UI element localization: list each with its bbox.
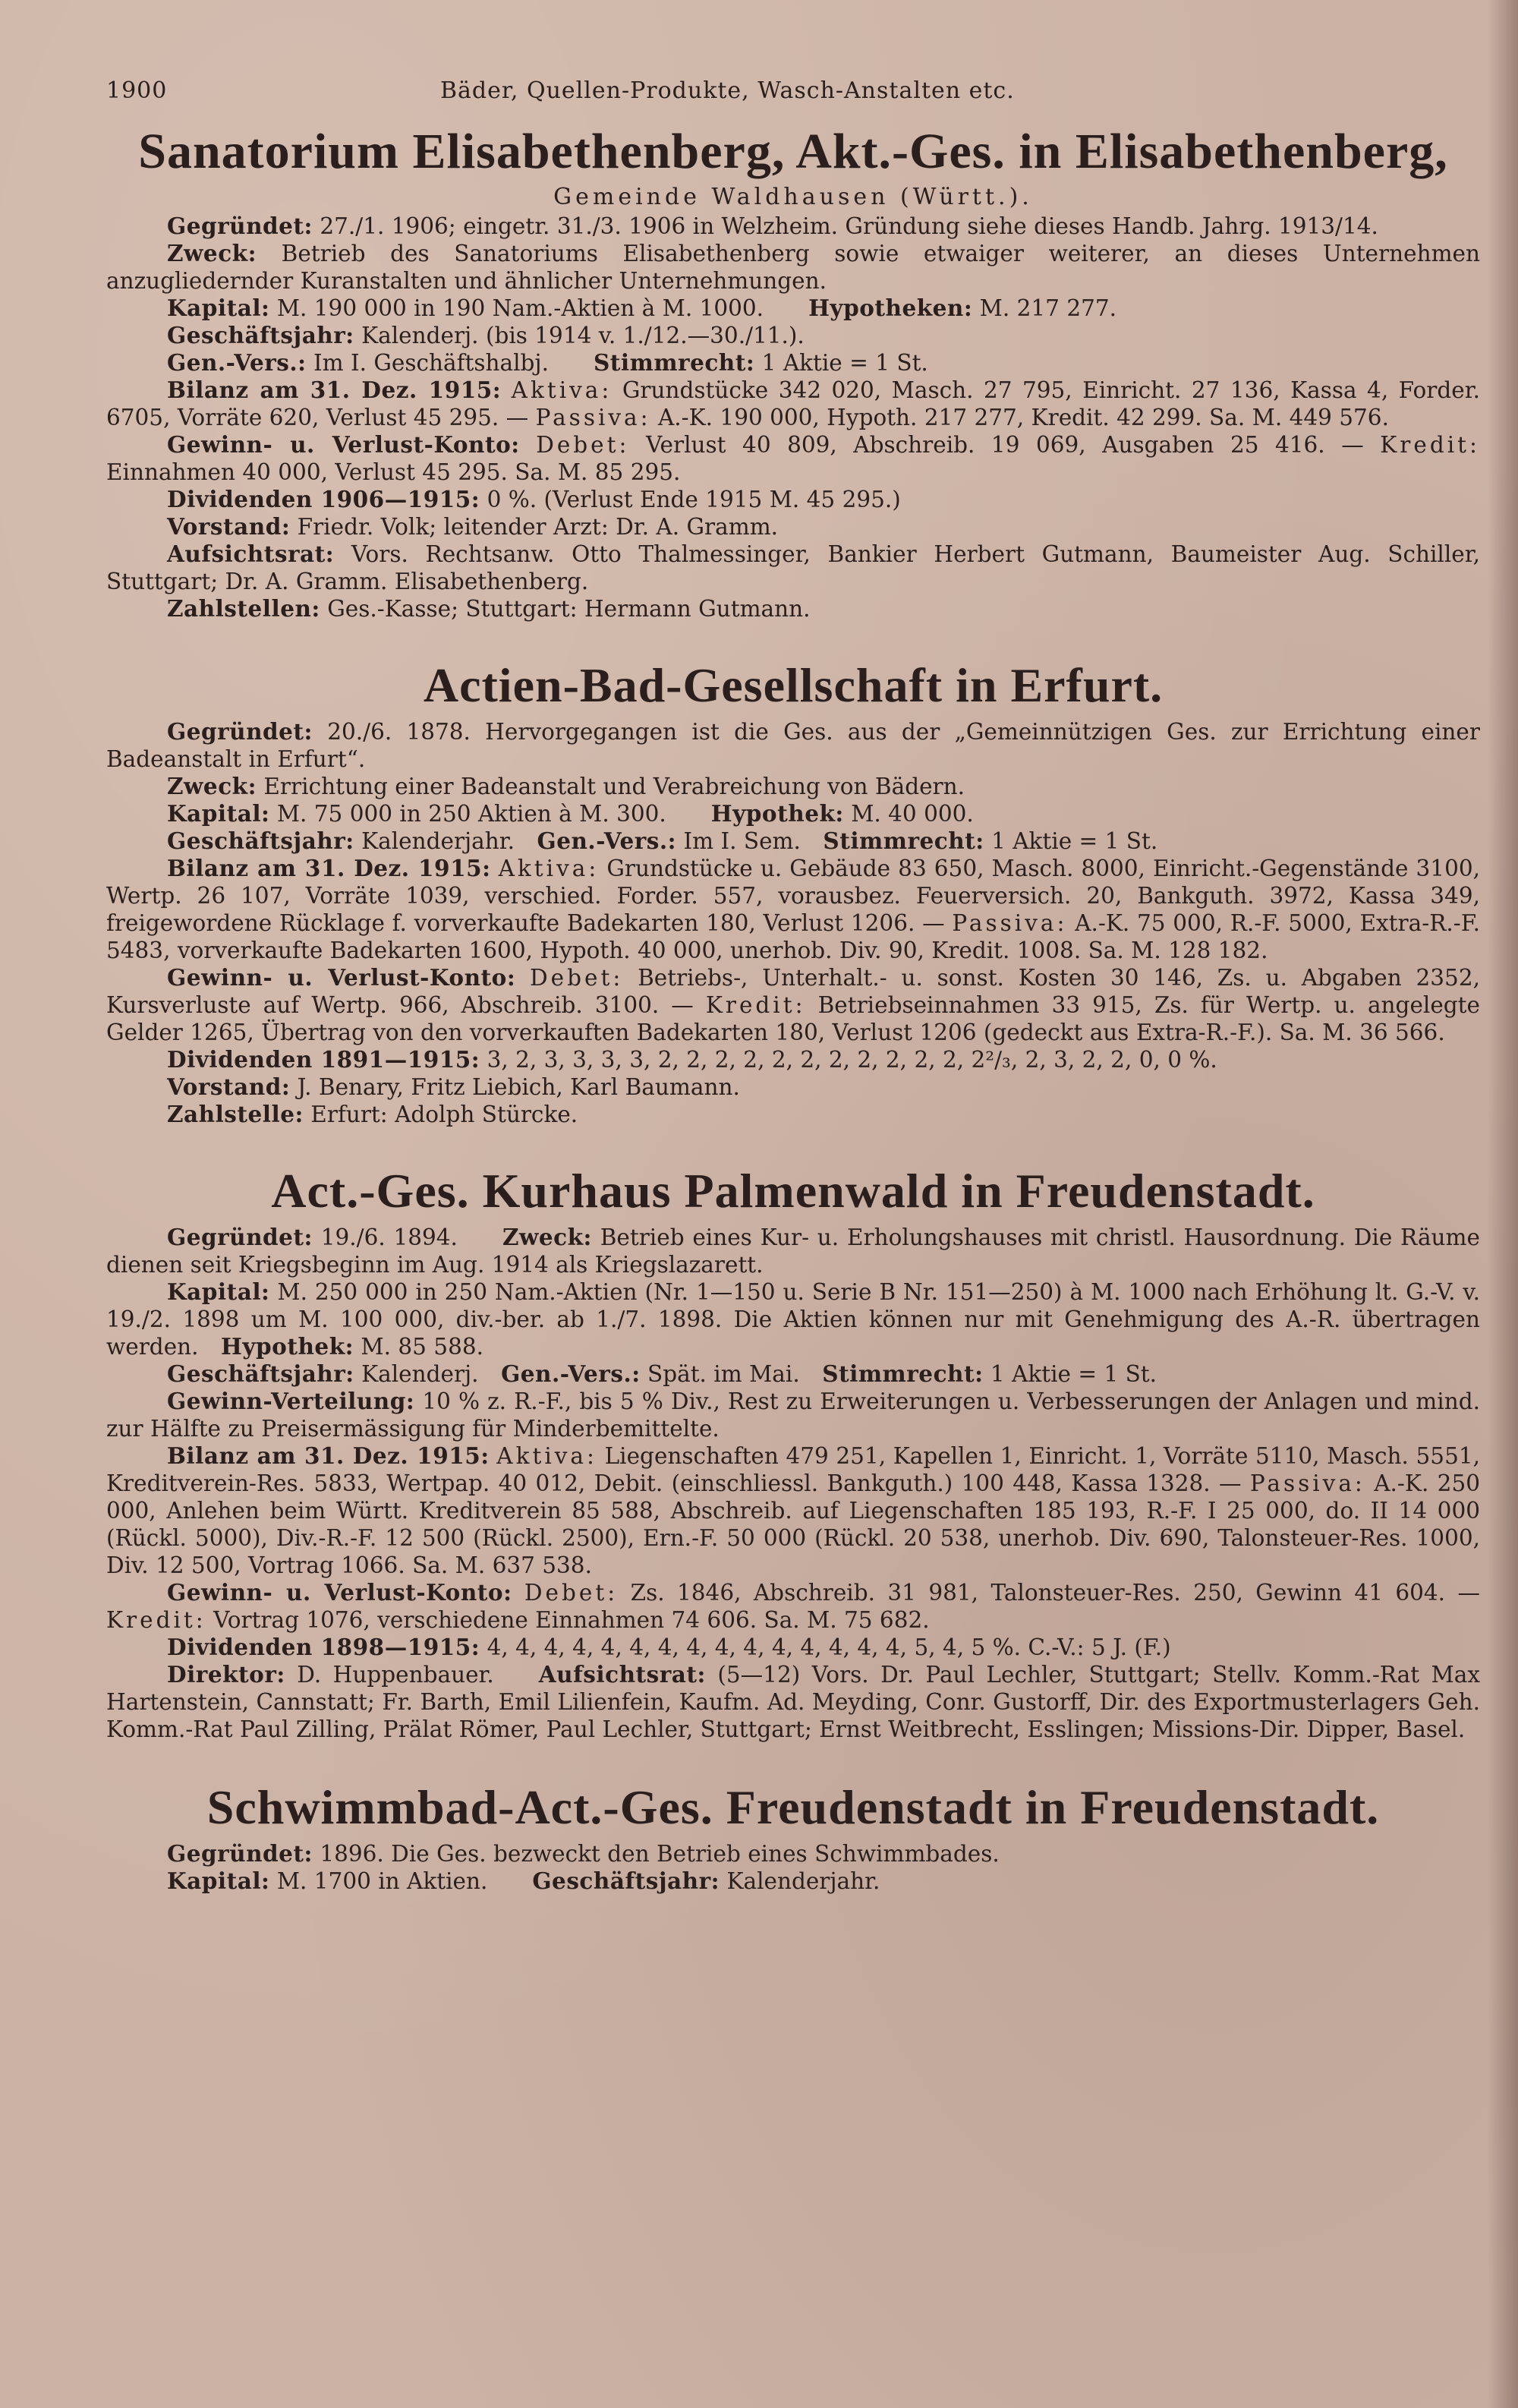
company-subtitle: Gemeinde Waldhausen (Württ.).	[553, 184, 1033, 210]
entry-founded: Gegründet: 19./6. 1894. Zweck: Betrieb eines Kur- u. Erholungshauses mit christl. Hausordnung. Die Räume dienen seit Kriegsbeginn im Aug. 1914 als Kriegslazarett.	[106, 1224, 1480, 1278]
page-edge-shadow	[1488, 0, 1518, 2408]
company-entry-actien-bad	[106, 653, 1480, 1128]
company-entry-kurhaus-palmenwald	[106, 1158, 1480, 1743]
entry-fiscal-year: Geschäftsjahr: Kalenderjahr. Gen.-Vers.: Im I. Sem. Stimmrecht: 1 Aktie = 1 St.	[167, 827, 1158, 854]
entry-purpose: Zweck: Betrieb des Sanatoriums Elisabethenberg sowie etwaiger weiterer, an dieses Unternehmen anzugliedernder Kuranstalten und ähnlicher Unternehmungen.	[106, 240, 1480, 294]
entry-capital: Kapital: M. 75 000 in 250 Aktien à M. 300. Hypothek: M. 40 000.	[167, 800, 974, 827]
entry-founded: Gegründet: 1896. Die Ges. bezweckt den Betrieb eines Schwimmbades.	[167, 1840, 1000, 1867]
scanned-page	[106, 46, 1480, 1895]
entry-dividends: Dividenden 1891—1915: 3, 2, 3, 3, 3, 3, 2, 2, 2, 2, 2, 2, 2, 2, 2, 2, 2, 2²/₃, 2, 3, 2, 2, 0, 0 %.	[167, 1046, 1217, 1073]
entry-capital: Kapital: M. 190 000 in 190 Nam.-Aktien à M. 1000. Hypotheken: M. 217 277.	[167, 295, 1116, 321]
entry-capital: Kapital: M. 1700 in Aktien. Geschäftsjahr: Kalenderjahr.	[167, 1867, 880, 1894]
entry-profit-loss: Gewinn- u. Verlust-Konto: Debet: Verlust 40 809, Abschreib. 19 069, Ausgaben 25 416. — Kredit: Einnahmen 40 000, Verlust 45 295. Sa. M. 85 295.	[106, 431, 1480, 485]
entry-paying-agents: Zahlstellen: Ges.-Kasse; Stuttgart: Hermann Gutmann.	[167, 595, 811, 622]
running-title: Bäder, Quellen-Produkte, Wasch-Anstalten etc.	[440, 77, 1015, 104]
entry-fiscal-year: Geschäftsjahr: Kalenderj. Gen.-Vers.: Spät. im Mai. Stimmrecht: 1 Aktie = 1 St.	[167, 1360, 1157, 1387]
page-number: 1900	[106, 77, 168, 104]
entry-board: Vorstand: J. Benary, Fritz Liebich, Karl Baumann.	[167, 1073, 740, 1100]
entry-balance: Bilanz am 31. Dez. 1915: Aktiva: Grundstücke 342 020, Masch. 27 795, Einricht. 27 136, Kassa 4, Forder. 6705, Vorräte 620, Verlust 45 295. — Passiva: A.-K. 190 000, Hypoth. 217 277, Kredit. 42 299. Sa. M. 449 576.	[106, 377, 1480, 430]
entry-director-supervisory: Direktor: D. Huppenbauer. Aufsichtsrat: (5—12) Vors. Dr. Paul Lechler, Stuttgart; Stellv. Komm.-Rat Max Hartenstein, Cannstatt; Fr. Barth, Emil Lilienfein, Kaufm. Ad. Meyding, Conr. Gustorff, Dir. des Exportmusterlagers Geh. Komm.-Rat Paul Zilling, Prälat Römer, Paul Lechler, Stuttgart; Ernst Weitbrecht, Esslingen; Missions-Dir. Dipper, Basel.	[106, 1661, 1480, 1742]
entry-capital: Kapital: M. 250 000 in 250 Nam.-Aktien (Nr. 1—150 u. Serie B Nr. 151—250) à M. 1000 nach Erhöhung lt. G.-V. v. 19./2. 1898 um M. 100 000, div.-ber. ab 1./7. 1898. Die Aktien können nur mit Genehmigung des A.-R. übertragen werden. Hypothek: M. 85 588.	[106, 1278, 1480, 1360]
entry-profit-loss: Gewinn- u. Verlust-Konto: Debet: Zs. 1846, Abschreib. 31 981, Talonsteuer-Res. 250, Gewinn 41 604. — Kredit: Vortrag 1076, verschiedene Einnahmen 74 606. Sa. M. 75 682.	[106, 1579, 1480, 1633]
entry-general-meeting: Gen.-Vers.: Im I. Geschäftshalbj. Stimmrecht: 1 Aktie = 1 St.	[167, 349, 928, 376]
company-entry-sanatorium	[106, 121, 1480, 622]
entry-fiscal-year: Geschäftsjahr: Kalenderj. (bis 1914 v. 1./12.—30./11.).	[167, 322, 805, 348]
entry-profit-loss: Gewinn- u. Verlust-Konto: Debet: Betriebs-, Unterhalt.- u. sonst. Kosten 30 146, Zs. u. Abgaben 2352, Kursverluste auf Wertp. 966, Abschreib. 3100. — Kredit: Betriebseinnahmen 33 915, Zs. für Wertp. u. angelegte Gelder 1265, Übertrag von den vorverkauften Badekarten 180, Verlust 1206 (gedeckt aus Extra-R.-F.). Sa. M. 36 566.	[106, 964, 1480, 1045]
company-entry-schwimmbad	[106, 1775, 1480, 1895]
entry-paying-agent: Zahlstelle: Erfurt: Adolph Stürcke.	[167, 1101, 578, 1127]
entry-board: Vorstand: Friedr. Volk; leitender Arzt: Dr. A. Gramm.	[167, 513, 779, 540]
company-title: Sanatorium Elisabethenberg, Akt.-Ges. in Elisabethenberg,	[138, 124, 1448, 179]
entry-dividends: Dividenden 1898—1915: 4, 4, 4, 4, 4, 4, 4, 4, 4, 4, 4, 4, 4, 4, 4, 5, 4, 5 %. C.-V.: 5 J. (F.)	[167, 1634, 1171, 1660]
entry-dividends: Dividenden 1906—1915: 0 %. (Verlust Ende 1915 M. 45 295.)	[167, 486, 901, 512]
entry-purpose: Zweck: Errichtung einer Badeanstalt und Verabreichung von Bädern.	[167, 773, 965, 799]
entry-founded: Gegründet: 27./1. 1906; eingetr. 31./3. 1906 in Welzheim. Gründung siehe dieses Handb. Jahrg. 1913/14.	[167, 213, 1378, 239]
entry-balance: Bilanz am 31. Dez. 1915: Aktiva: Grundstücke u. Gebäude 83 650, Masch. 8000, Einricht.-Gegenstände 3100, Wertp. 26 107, Vorräte 1039, verschied. Forder. 557, vorausbez. Feuerversich. 20, Bankguth. 3972, Kassa 349, freigewordene Rücklage f. vorverkaufte Badekarten 180, Verlust 1206. — Passiva: A.-K. 75 000, R.-F. 5000, Extra-R.-F. 5483, vorverkaufte Badekarten 1600, Hypoth. 40 000, unerhob. Div. 90, Kredit. 1008. Sa. M. 128 182.	[106, 855, 1480, 963]
company-title: Actien-Bad-Gesellschaft in Erfurt.	[423, 658, 1164, 712]
entry-supervisory-board: Aufsichtsrat: Vors. Rechtsanw. Otto Thalmessinger, Bankier Herbert Gutmann, Baumeister Aug. Schiller, Stuttgart; Dr. A. Gramm. Elisabethenberg.	[106, 541, 1480, 594]
company-title: Schwimmbad-Act.-Ges. Freudenstadt in Freudenstadt.	[206, 1780, 1380, 1834]
entry-profit-distribution: Gewinn-Verteilung: 10 % z. R.-F., bis 5 % Div., Rest zu Erweiterungen u. Verbesserungen der Anlagen und mind. zur Hälfte zu Preisermässigung für Minderbemittelte.	[106, 1388, 1480, 1442]
entry-balance: Bilanz am 31. Dez. 1915: Aktiva: Liegenschaften 479 251, Kapellen 1, Einricht. 1, Vorräte 5110, Masch. 5551, Kreditverein-Res. 5833, Wertpap. 40 012, Debit. (einschliessl. Bankguth.) 100 448, Kassa 1328. — Passiva: A.-K. 250 000, Anlehen beim Württ. Kreditverein 85 588, Abschreib. auf Liegenschaften 185 193, R.-F. I 25 000, do. II 14 000 (Rückl. 5000), Div.-R.-F. 12 500 (Rückl. 2500), Ern.-F. 50 000 (Rückl. 20 538, unerhob. Div. 690, Talonsteuer-Res. 1000, Div. 12 500, Vortrag 1066. Sa. M. 637 538.	[106, 1442, 1480, 1578]
entry-founded: Gegründet: 20./6. 1878. Hervorgegangen ist die Ges. aus der „Gemeinnützigen Ges. zur Errichtung einer Badeanstalt in Erfurt“.	[106, 718, 1480, 772]
company-title: Act.-Ges. Kurhaus Palmenwald in Freudenstadt.	[271, 1164, 1315, 1218]
running-head	[106, 46, 1480, 104]
